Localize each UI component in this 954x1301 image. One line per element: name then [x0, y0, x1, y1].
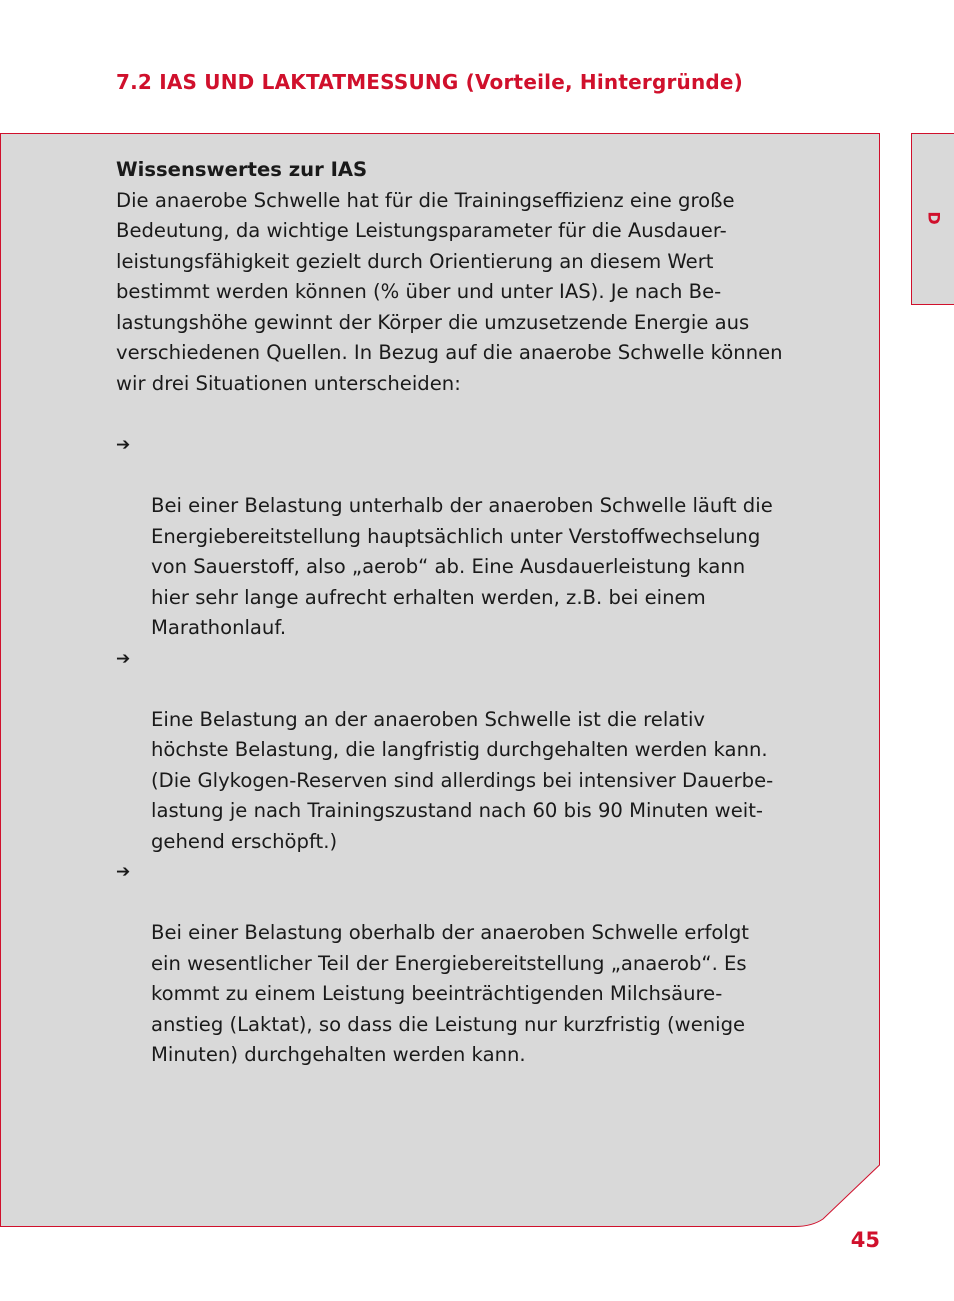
language-tab-label: D	[924, 211, 944, 225]
list-item-text: Bei einer Belastung oberhalb der anaeroben Schwelle erfolgt ein wesentlicher Teil der Energiebereitstellung „anaerob“. Es kommt zu einem Leistung beeinträchtigenden Milchsäure- anstieg (Laktat), so dass die Leistung nur kurzfristig (wenige Minuten) durchgehalten werden kann.	[151, 921, 749, 1066]
page-number: 45	[850, 1228, 880, 1252]
arrow-icon: ➔	[116, 435, 131, 455]
language-tab	[911, 133, 954, 305]
list-item	[116, 857, 836, 1071]
situation-list	[116, 430, 836, 1071]
arrow-icon: ➔	[116, 862, 131, 882]
content-panel	[0, 133, 880, 1227]
list-item-text: Bei einer Belastung unterhalb der anaeroben Schwelle läuft die Energiebereitstellung hauptsächlich unter Verstoffwechselung von Sauerstoff, also „aerob“ ab. Eine Ausdauerleistung kann hier sehr lange aufrecht erhalten werden, z.B. bei einem Marathonlauf.	[151, 494, 773, 639]
intro-paragraph: Die anaerobe Schwelle hat für die Trainingseffizienz eine große Bedeutung, da wichtige Leistungsparameter für die Ausdauer- leistungsfähigkeit gezielt durch Orientierung an diesem Wert bestimmt werden können (% über und unter IAS). Je nach Be- lastungshöhe gewinnt der Körper die umzusetzende Energie aus verschiedenen Quellen. In Bezug auf die anaerobe Schwelle können wir drei Situationen unterscheiden:	[116, 188, 783, 395]
list-item	[116, 644, 836, 858]
section-title: 7.2 IAS UND LAKTATMESSUNG (Vorteile, Hintergründe)	[116, 70, 744, 94]
content-subheading: Wissenswertes zur IAS	[116, 158, 368, 181]
arrow-icon: ➔	[116, 648, 131, 669]
list-item	[116, 430, 836, 644]
content-body	[116, 155, 836, 1071]
list-item-text: Eine Belastung an der anaeroben Schwelle ist die relativ höchste Belastung, die langfristig durchgehalten werden kann. (Die Glykogen-Reserven sind allerdings bei intensiver Dauerbe- lastung je nach Trainingszustand nach 60 bis 90 Minuten weit- gehend erschöpft.)	[151, 707, 774, 853]
